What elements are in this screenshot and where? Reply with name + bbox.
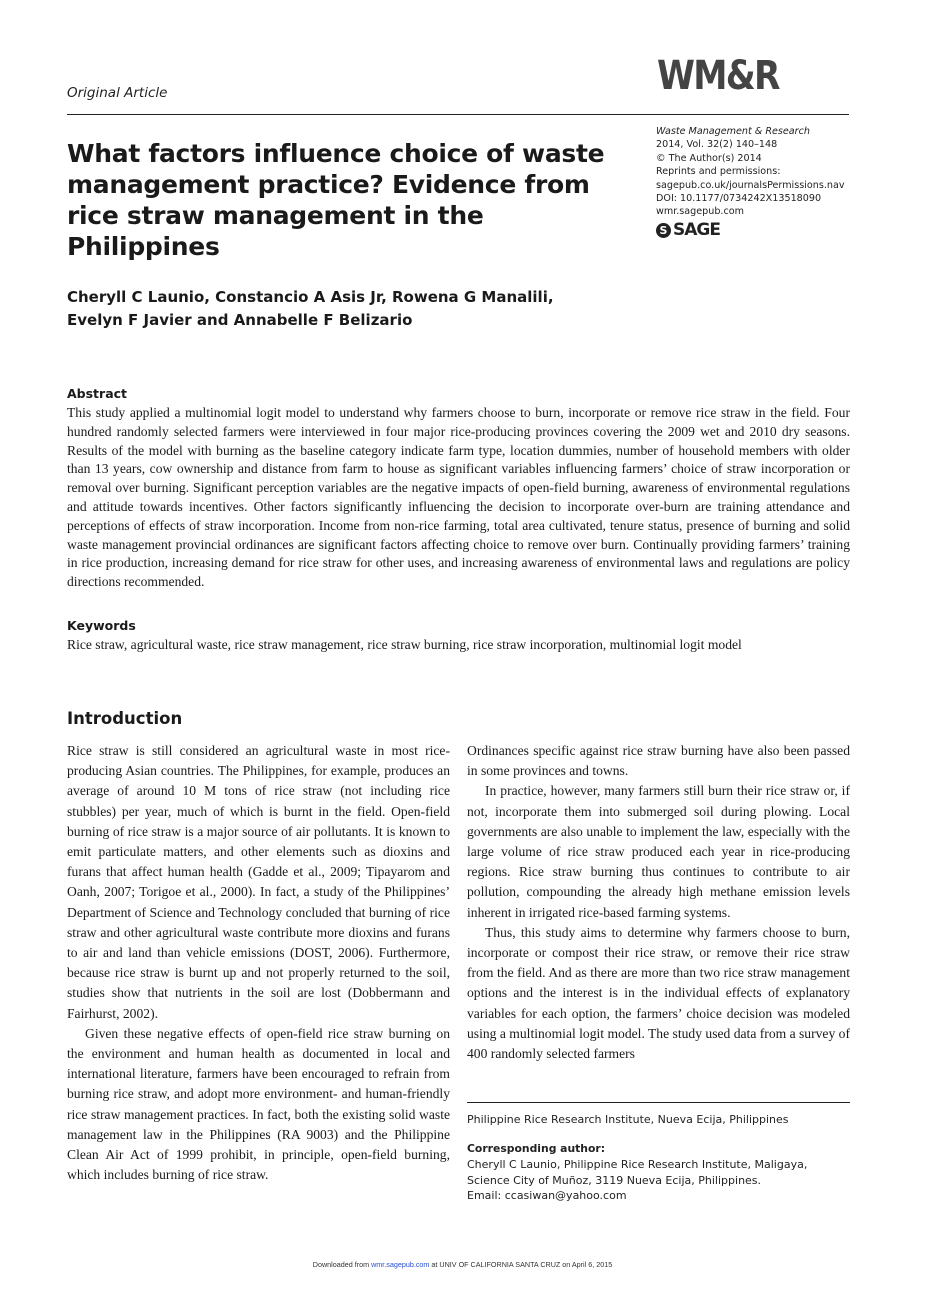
keywords-text: Rice straw, agricultural waste, rice straw management, rice straw burning, rice straw incorporation, multinomial logit model	[67, 637, 742, 652]
journal-volume: 2014, Vol. 32(2) 140–148	[656, 139, 778, 151]
introduction-heading: Introduction	[67, 709, 183, 728]
intro-paragraph-4: In practice, however, many farmers still burn their rice straw or, if not, incorporate them into submerged soil during plowing. Local governments are also unable to implement the law, especially with the large volume of rice straw produced each year in rice-producing regions. Rice straw burning thus continues to contribute to air pollution, compounding the already high methane emission levels inherent in irrigated rice-based farming systems.	[467, 783, 850, 920]
sage-logo	[656, 220, 720, 240]
authors-line-2: Evelyn F Javier and Annabelle F Belizario	[67, 311, 413, 329]
intro-paragraph-3: Ordinances specific against rice straw burning have also been passed in some provinces and towns.	[467, 743, 850, 779]
download-suffix: at UNIV OF CALIFORNIA SANTA CRUZ on April 6, 2015	[431, 1260, 613, 1269]
download-notice	[0, 1260, 925, 1269]
sage-mark-icon: S	[656, 223, 671, 238]
journal-website[interactable]: wmr.sagepub.com	[656, 206, 744, 218]
abstract-text: This study applied a multinomial logit model to understand why farmers choose to burn, incorporate or remove rice straw in the field. Four hundred randomly selected farmers were interviewed in four major rice-producing provinces covering the 2009 wet and 2010 dry seasons. Results of the model with burning as the baseline category indicate farm type, location dummies, number of household members with older than 13 years, cow ownership and distance from farm to house as significant variables influencing farmers’ choice of straw incorporation or removal over burning. Significant perception variables are the negative impacts of open-field burning, awareness of environmental regulations and attitude towards incentives. Other factors significantly influencing the decision to incorporate over-burn are training attendance and perceptions of effects of straw incorporation. Income from non-rice farming, total area cultivated, tenure status, presence of burning and solid waste management provincial ordinances are significant factors affecting choice to remove over burn. Continually providing farmers’ training in rice production, increasing demand for rice straw for other uses, and increasing awareness of environmental laws and regulations are policy directions recommended.	[67, 405, 850, 590]
copyright: © The Author(s) 2014	[656, 152, 762, 164]
journal-logo: WM&R	[657, 53, 779, 99]
corr-address-line-1: Cheryll C Launio, Philippine Rice Research Institute, Maligaya,	[467, 1158, 808, 1171]
body-column-right	[467, 741, 850, 1064]
intro-paragraph-5: Thus, this study aims to determine why farmers choose to burn, incorporate or compost their rice straw, or remove their rice straw from the field. And as there are more than two rice straw management options and the interest is in the individual effects of explanatory variables for each option, the farmers’ choice decision was modeled using a multinomial logit model. The study used data from a survey of 400 randomly selected farmers	[467, 924, 850, 1062]
keywords-label: Keywords	[67, 618, 136, 633]
doi[interactable]: DOI: 10.1177/0734242X13518090	[656, 193, 822, 205]
permissions-link[interactable]: sagepub.co.uk/journalsPermissions.nav	[656, 179, 845, 191]
sage-wordmark: SAGE	[673, 220, 720, 240]
article-type: Original Article	[67, 85, 168, 101]
affiliation: Philippine Rice Research Institute, Nueva Ecija, Philippines	[467, 1113, 789, 1126]
download-prefix: Downloaded from	[312, 1260, 370, 1269]
journal-name: Waste Management & Research	[656, 126, 810, 137]
download-link[interactable]: wmr.sagepub.com	[371, 1260, 430, 1269]
header-rule	[67, 114, 849, 115]
journal-meta	[656, 125, 856, 219]
body-column-left	[67, 741, 450, 1185]
abstract-label: Abstract	[67, 386, 128, 401]
authors-line-1: Cheryll C Launio, Constancio A Asis Jr, Rowena G Manalili,	[67, 288, 554, 306]
corresponding-author-details	[467, 1157, 850, 1204]
footnote-rule	[467, 1102, 850, 1103]
corr-address-line-2: Science City of Muñoz, 3119 Nueva Ecija, Philippines.	[467, 1173, 762, 1187]
corr-email[interactable]: Email: ccasiwan@yahoo.com	[467, 1189, 627, 1203]
reprints-label: Reprints and permissions:	[656, 166, 781, 178]
article-title: What factors influence choice of waste management practice? Evidence from rice straw management in the Philippines	[67, 139, 605, 261]
author-list	[67, 286, 627, 332]
intro-paragraph-2: Given these negative effects of open-field rice straw burning on the environment and human health as documented in local and international literature, farmers have been encouraged to refrain from burning rice straw, and adopt more environment- and human-friendly rice straw management practices. In fact, both the existing solid waste management law in the Philippines (RA 9003) and the Philippine Clean Air Act of 1999 prohibit, in principle, open-field burning, which includes burning of rice straw.	[67, 1025, 450, 1183]
intro-paragraph-1: Rice straw is still considered an agricultural waste in most rice-producing Asian countries. The Philippines, for example, produces an average of around 10 M tons of rice straw (not including rice stubbles) per year, much of which is burnt in the field. Open-field burning of rice straw is a major source of air pollutants. It is known to emit particulate matters, and other elements such as dioxins and furans that affect human health (Gadde et al., 2009; Tipayarom and Oanh, 2007; Torigoe et al., 2000). In fact, a study of the Philippines’ Department of Science and Technology concluded that burning of rice straw and other agricultural waste contribute more dioxins and furans to air and land than vehicle emissions (DOST, 2006). Furthermore, because rice straw is burnt up and not properly returned to the soil, studies show that nutrients in the soil are lost (Dobbermann and Fairhurst, 2002).	[67, 743, 450, 1021]
corresponding-author-label: Corresponding author:	[467, 1142, 606, 1155]
